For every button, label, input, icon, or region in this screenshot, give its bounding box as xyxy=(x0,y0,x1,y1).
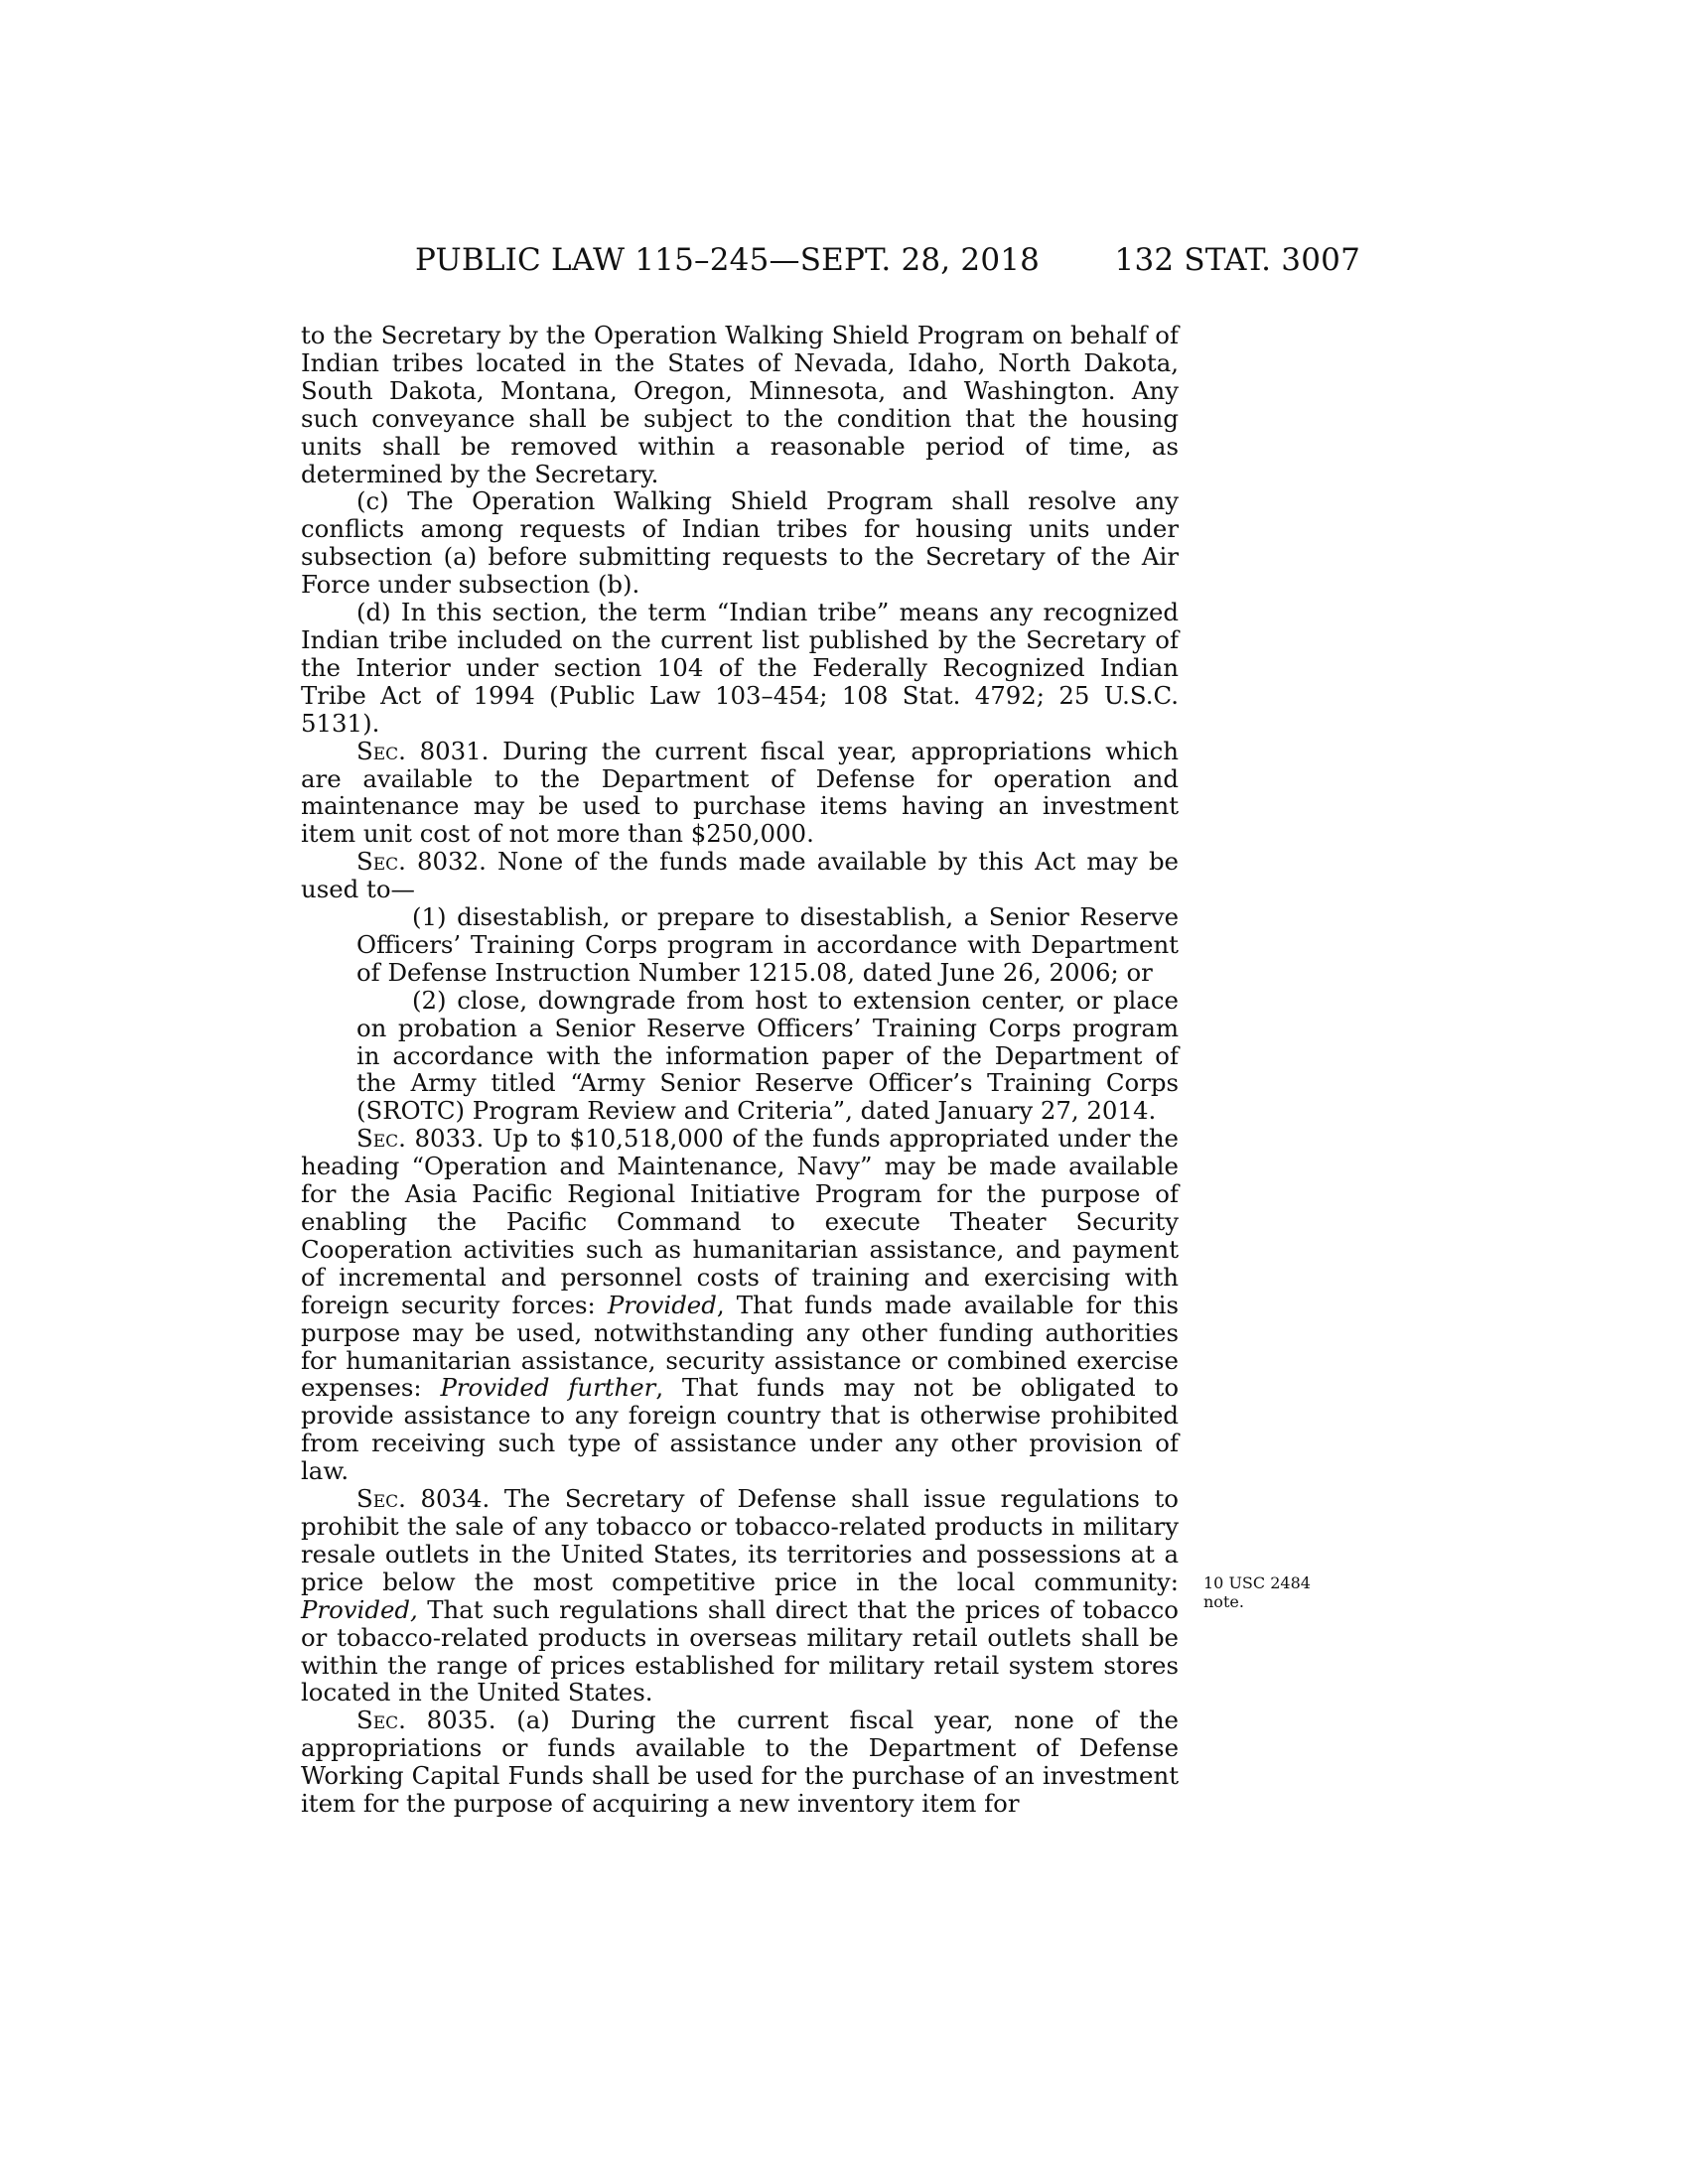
section-label: Sec xyxy=(356,1706,399,1735)
section-8032-item-1: (1) disestablish, or prepare to disestablish, a Senior Reserve Officers’ Training Corps program in accordance with Department of Defense Instruction Number 1215.08, dated June 26, 2006; or xyxy=(356,902,1179,987)
section-text: , That funds made available for this purpose may be used, notwithstanding any other funding authorities for humanitarian assistance, security assistance or combined exercise expenses: xyxy=(301,1290,1180,1403)
section-label: Sec xyxy=(356,847,399,877)
section-label: Sec xyxy=(356,1484,399,1514)
section-text: . 8031. During the current fiscal year, appropriations which are available to the Department of Defense for operation and maintenance may be used to purchase items having an investment item unit cost of not more than $250,000. xyxy=(301,736,1179,849)
paragraph-subsection-c: (c) The Operation Walking Shield Program shall resolve any conflicts among requests of Indian tribes for housing units under subsection (a) before submitting requests to the Secretary of the Air Force under subsection (b). xyxy=(301,486,1179,600)
section-text: . 8035. (a) During the current fiscal year, none of the appropriations or funds available to the Department of Defense Working Capital Funds shall be used for the purchase of an investment item for the purpose of acquiring a new inventory item for xyxy=(301,1706,1179,1819)
section-text: , That funds may not be obligated to provide assistance to any foreign country that is otherwise prohibited from receiving such type of assistance under any other provision of law. xyxy=(301,1373,1180,1486)
section-text: . 8034. The Secretary of Defense shall issue regulations to prohibit the sale of any tobacco or tobacco-related products in military resale outlets in the United States, its territories and possessions at a price below the most competitive price in the local community: xyxy=(301,1484,1179,1596)
margin-note-suffix: note. xyxy=(1203,1592,1244,1611)
paragraph-continuation: to the Secretary by the Operation Walking Shield Program on behalf of Indian tribes located in the States of Nevada, Idaho, North Dakota, South Dakota, Montana, Oregon, Minnesota, and Washington. Any such conveyance shall be subject to the condition that the housing units shall be removed within a reasonable period of time, as determined by the Secretary. xyxy=(301,321,1179,488)
margin-note xyxy=(1203,1573,1352,1611)
section-8032-item-2: (2) close, downgrade from host to extension center, or place on probation a Senior Reserve Officers’ Training Corps program in accordance with the information paper of the Department of the Army titled “Army Senior Reserve Officer’s Training Corps (SROTC) Program Review and Criteria”, dated January 27, 2014. xyxy=(356,985,1179,1126)
section-8032 xyxy=(301,848,1179,903)
paragraph-subsection-d: (d) In this section, the term “Indian tribe” means any recognized Indian tribe included on the current list published by the Secretary of the Interior under section 104 of the Federally Recognized Indian Tribe Act of 1994 (Public Law 103–454; 108 Stat. 4792; 25 U.S.C. 5131). xyxy=(301,598,1179,738)
section-text: . 8032. None of the funds made available by this Act may be used to— xyxy=(301,847,1179,904)
provided-term: Provided, xyxy=(301,1594,418,1624)
running-head: PUBLIC LAW 115–245—SEPT. 28, 2018 xyxy=(415,242,1041,278)
body-text xyxy=(301,322,1179,1818)
section-text: That such regulations shall direct that the prices of tobacco or tobacco-related products in overseas military retail outlets shall be within the range of prices established for military retail system stores located in the United States. xyxy=(301,1594,1179,1707)
section-8031 xyxy=(301,738,1179,849)
section-label: Sec xyxy=(356,1124,399,1154)
page-header xyxy=(415,242,1360,286)
provided-further-term: Provided further xyxy=(440,1373,656,1403)
section-8035 xyxy=(301,1706,1179,1818)
section-label: Sec xyxy=(356,736,399,765)
section-text: . 8033. Up to $10,518,000 of the funds appropriated under the heading “Operation and Maintenance, Navy” may be made available for the Asia Pacific Regional Initiative Program for the purpose of enabling the Pacific Command to execute Theater Security Cooperation activities such as humanitarian assistance, and payment of incremental and personnel costs of training and exercising with foreign security forces: xyxy=(301,1124,1179,1319)
margin-note-citation: 10 USC 2484 xyxy=(1203,1573,1311,1592)
section-8034 xyxy=(301,1485,1179,1706)
statute-citation: 132 STAT. 3007 xyxy=(1114,242,1360,278)
provided-term: Provided xyxy=(607,1290,717,1319)
section-8033 xyxy=(301,1125,1179,1485)
